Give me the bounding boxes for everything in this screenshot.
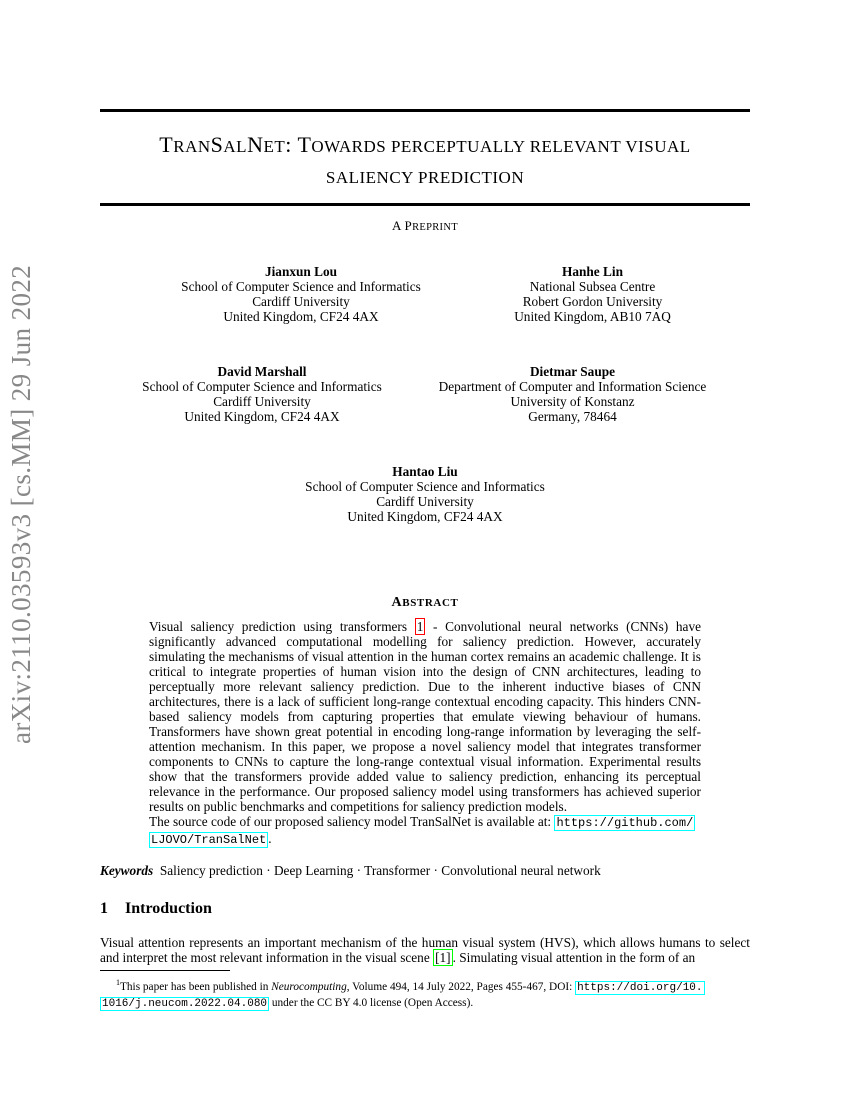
author-name: Dietmar Saupe [529,364,616,379]
author-block [136,364,388,424]
footnote: $^1$This paper has been published in Neurocomputing, Volume 494, 14 July 2022, Pages 455-467, DOI: https://doi.org/10. 1016/j.neucom.2022.04.080 under the CC BY 4.0 license (Open Access). [102,978,703,1010]
keywords-line [100,863,601,879]
author-affiliation: National Subsea Centre [529,279,656,294]
author-location: United Kingdom, CF24 4AX [223,309,379,324]
title-line-2: SALIENCY PREDICTION [325,168,525,187]
doi-link[interactable]: https://doi.org/10. [577,981,703,994]
doi-link-continued[interactable]: 1016/j.neucom.2022.04.080 [102,997,268,1010]
author-affiliation: Department of Computer and Information Science [438,379,707,394]
section-heading: 1 Introduction [100,900,212,917]
author-name: Jianxun Lou [264,264,338,279]
author-block [175,264,427,324]
author-affiliation: School of Computer Science and Informatics [305,479,545,494]
author-organization: Cardiff University [213,394,311,409]
github-link[interactable]: https://github.com/ [556,816,694,830]
github-link-continued[interactable]: LJOVO/TranSalNet [151,833,267,847]
abstract-paragraph: Visual saliency prediction using transformers 1 - Convolutional neural networks (CNNs) have significantly advanced computational modelling for saliency prediction. However, accurately simulating the mechanisms of visual attention in the human cortex remains an academic challenge. It is critical to integrate properties of human vision into the design of CNN architectures, leading to perceptually more relevant saliency prediction. Due to the inherent inductive biases of CNN architectures, there is a lack of sufficient long-range contextual encoding capacity. This hinders CNN-based saliency models from capturing properties that emulate viewing behaviour of humans. Transformers have shown great potential in encoding long-range information by leveraging the self-attention mechanism. In this paper, we propose a novel saliency model that integrates transformer components to CNNs to capture the long-range contextual visual information. Experimental results show that the transformers provide added value to saliency prediction, enhancing its perceptual relevance in the performance. Our proposed saliency model using transformers has achieved superior results on public benchmarks and competitions for saliency prediction models. [149,619,701,814]
author-affiliation: School of Computer Science and Informatics [142,379,382,394]
author-block [495,264,690,324]
author-name: Hantao Liu [392,464,458,479]
abstract-heading: ABSTRACT [391,595,459,610]
title-bottom-rule [100,203,750,206]
keywords-list: Saliency prediction · Deep Learning · Transformer · Convolutional neural network [159,863,601,878]
title-top-rule [100,109,750,112]
author-organization: Robert Gordon University [522,294,663,309]
title-line-1: TRANSALNET: TOWARDS PERCEPTUALLY RELEVANT VISUAL [159,132,691,157]
citation-link[interactable]: [1] [435,950,451,965]
author-location: United Kingdom, CF24 4AX [347,509,503,524]
intro-paragraph: Visual attention represents an important mechanism of the human visual system (HVS), which allows humans to select and interpret the most relevant information in the visual scene [1] . Simulating visual attention in the form of an [100,935,750,965]
journal-name: Neurocomputing [271,980,347,993]
author-name: Hanhe Lin [562,264,623,279]
author-location: United Kingdom, CF24 4AX [184,409,340,424]
author-location: Germany, 78464 [528,409,617,424]
author-organization: Cardiff University [376,494,474,509]
keywords-label: Keywords [100,863,154,878]
author-block [298,464,552,524]
author-location: United Kingdom, AB10 7AQ [514,309,671,324]
abstract-body [149,619,701,848]
footnote-ref-link[interactable]: 1 [416,619,424,634]
author-block [430,364,715,424]
arxiv-stamp: arXiv:2110.03593v3 [cs.MM] 29 Jun 2022 [6,264,36,744]
source-code-paragraph: The source code of our proposed saliency model TranSalNet is available at: https://github.com/ LJOVO/TranSalNet . [149,814,694,847]
author-organization: Cardiff University [252,294,350,309]
footnote-rule [100,970,230,971]
paper-title [100,130,750,192]
author-affiliation: School of Computer Science and Informatics [181,279,421,294]
preprint-label: A PREPRINT [392,218,458,233]
author-name: David Marshall [217,364,307,379]
author-organization: University of Konstanz [510,394,635,409]
